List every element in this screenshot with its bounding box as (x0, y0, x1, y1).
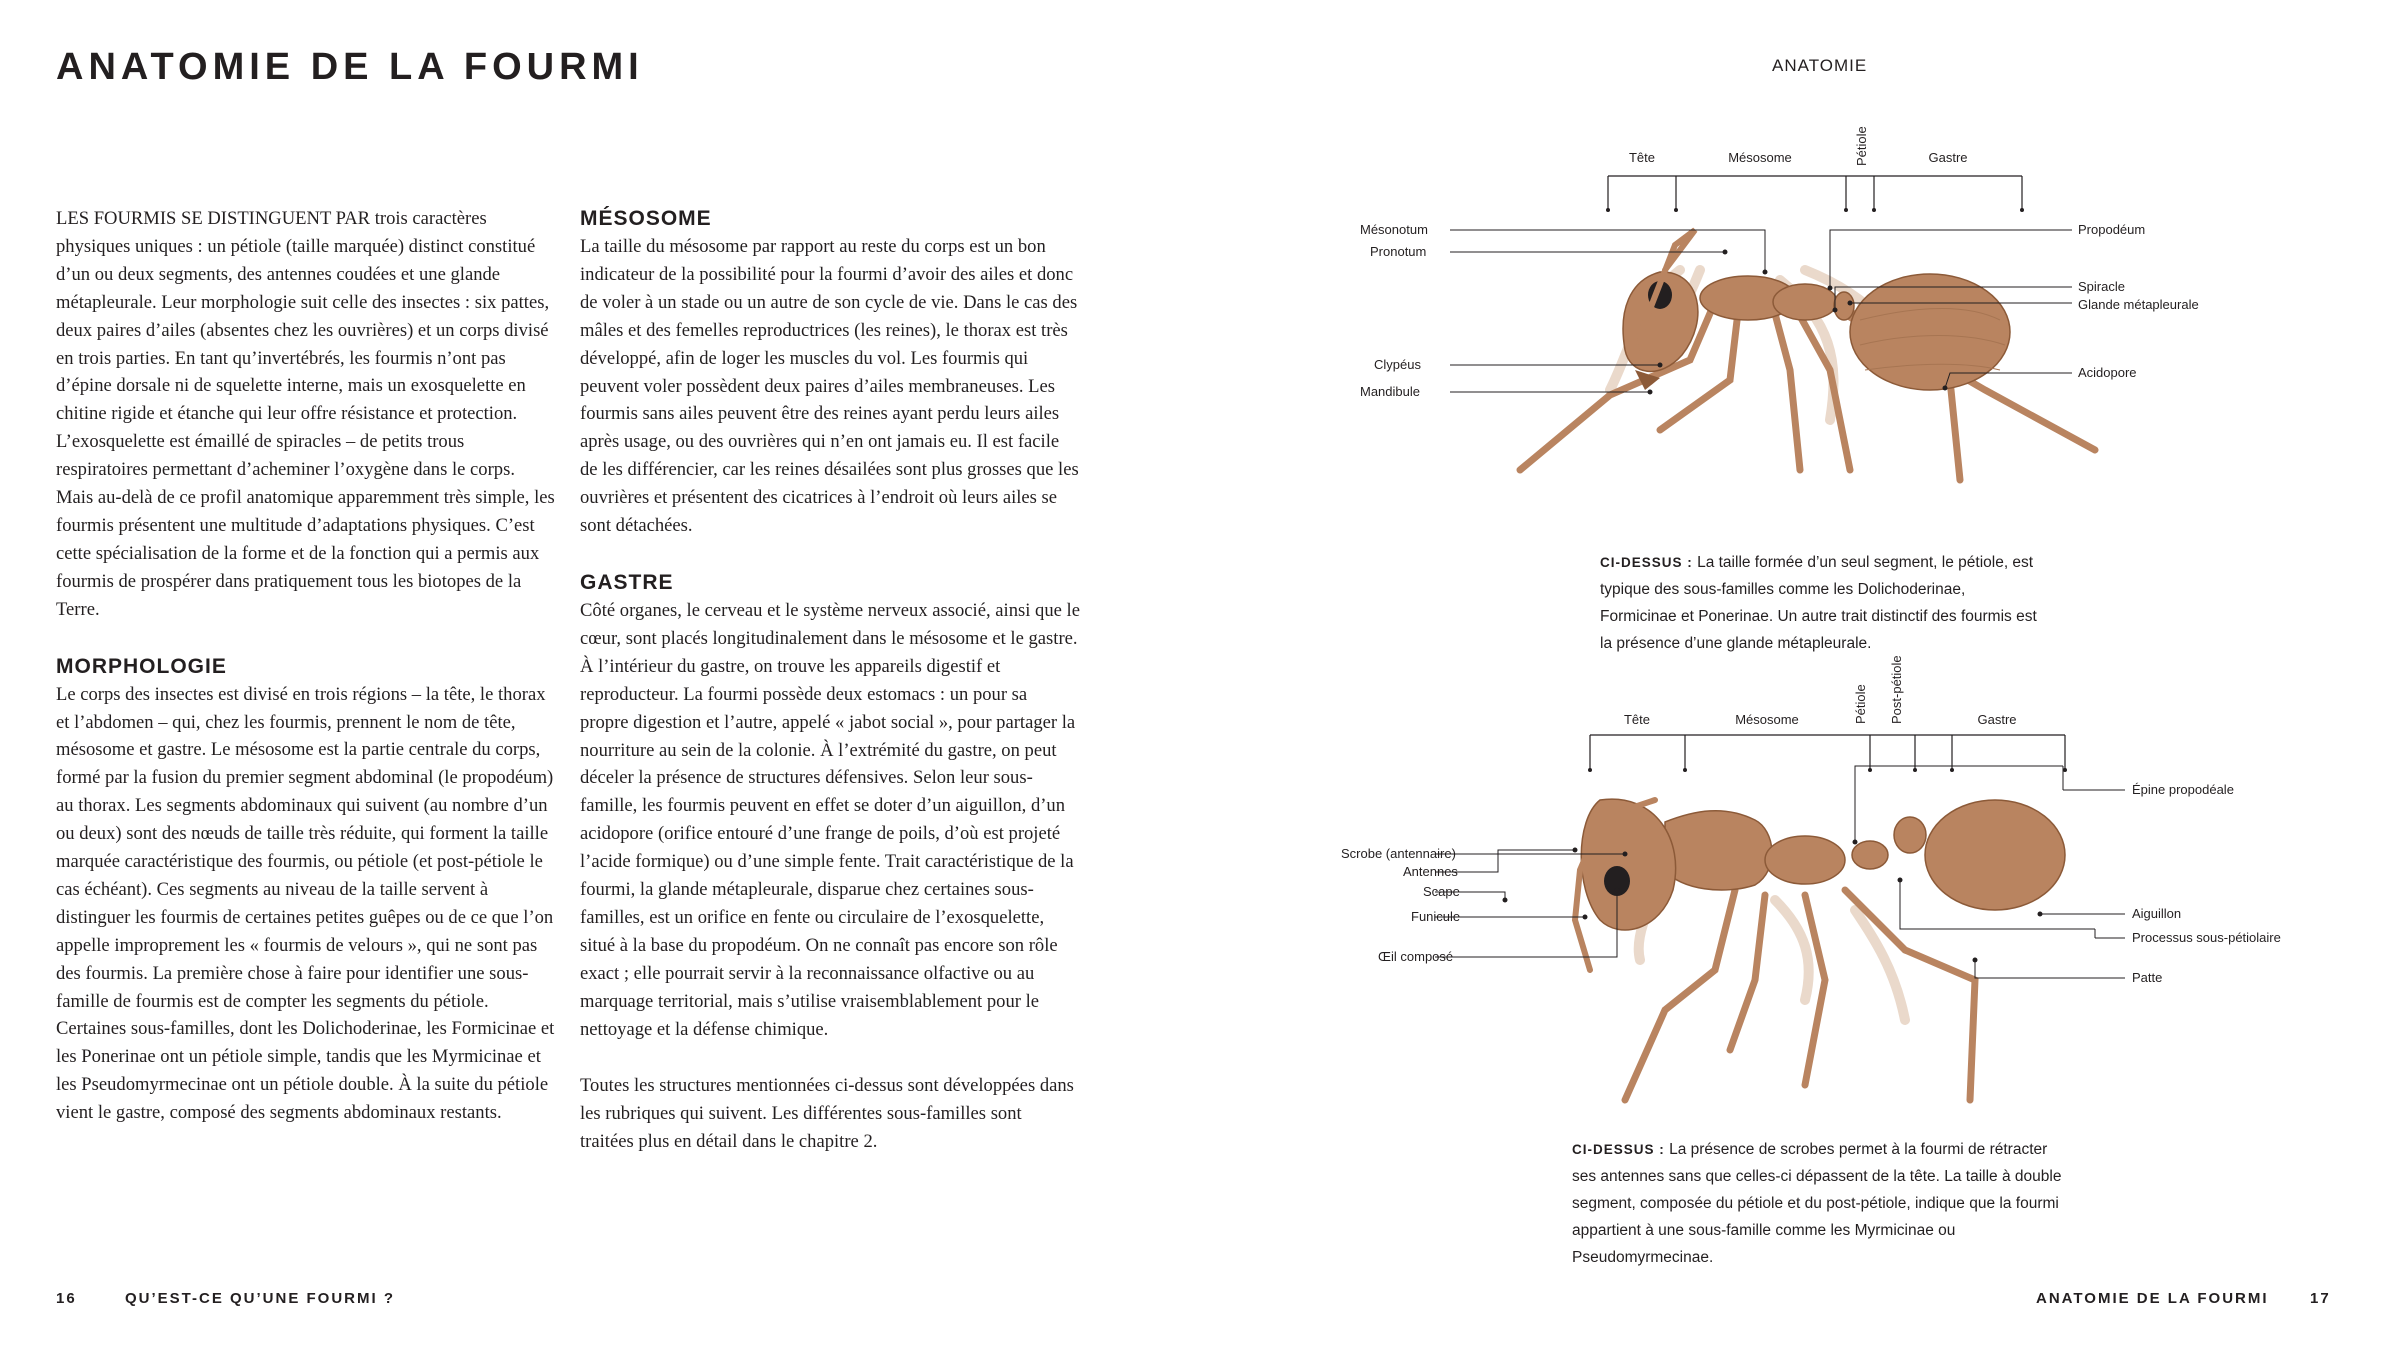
label-patte: Patte (2132, 970, 2163, 985)
label-mandibule: Mandibule (1360, 384, 1420, 399)
figure-2-caption-text: La présence de scrobes permet à la fourmi de rétracter ses antennes sans que celles-ci dépassent de la tête. La taille à double segment, composée du pétiole et du post-pétiole, indique que la fourmi appartient à une sous-famille comme les Myrmicinae ou Pseudomyrmecinae. (1572, 1141, 2062, 1266)
label-mesonotum: Mésonotum (1360, 222, 1428, 237)
running-head: ANATOMIE (1772, 56, 1868, 75)
label-propodeum: Propodéum (2078, 222, 2146, 237)
label-scrobe: Scrobe (antennaire) (1341, 846, 1456, 861)
mesosome-heading: MÉSOSOME (580, 207, 712, 230)
middle-column (580, 205, 1080, 1156)
gastre-paragraph: Côté organes, le cerveau et le système nerveux associé, ainsi que le cœur, sont placés longitudinalement dans le mésosome et le gastre. À l’intérieur du gastre, on trouve les appareils digestif et reproducteur. La fourmi possède deux estomacs : un pour sa propre digestion et l’autre, appelé « jabot social », pour partager la nourriture au sein de la colonie. À l’extrémité du gastre, on peut déceler la présence de structures défensives. Selon leur sous-famille, les fourmis peuvent en effet se doter d’un aiguillon, d’un acidopore (orifice entouré d’une frange de poils, d’où est projeté l’acide formique) ou d’une simple fente. Trait caractéristique de la fourmi, la glande métapleurale, disparue chez certaines sous-familles, est un orifice en fente ou circulaire de l’exosquelette, situé à la base du propodéum. On ne connaît pas encore son rôle exact ; elle pourrait servir à la reconnaissance olfactive ou au marquage territorial, mais s’utilise vraisemblablement pour le nettoyage et la défense chimique. (580, 599, 1080, 1040)
gastre-heading: GASTRE (580, 570, 674, 594)
label-oeil: Œil composé (1378, 949, 1454, 964)
figure-1-caption-lead: CI-DESSUS : (1600, 555, 1693, 570)
label-tete-2: Tête (1623, 712, 1651, 727)
label-spiracle: Spiracle (2078, 279, 2125, 294)
left-column (56, 205, 556, 1127)
label-glande: Glande métapleurale (2078, 297, 2199, 312)
morphologie-paragraph: Le corps des insectes est divisé en trois régions – la tête, le thorax et l’abdomen – qui, chez les fourmis, prennent le nom de tête, mésosome et gastre. Le mésosome est la partie centrale du corps, formé par la fusion du premier segment abdominal (le propodéum) au thorax. Les segments abdominaux qui suivent (au nombre d’un ou deux) sont des nœuds de taille très réduite, qui forment la taille marquée caractéristique des fourmis, ou pétiole (et post-pétiole le cas échéant). Ces segments au niveau de la taille servent à distinguer les fourmis de certaines petites guêpes ou de ce que l’on appelle improprement les « fourmis de velours », qui ne sont pas des fourmis. La première chose à faire pour identifier une sous-famille de fourmis est de compter les segments du pétiole. Certaines sous-familles, dont les Dolichoderinae, les Formicinae et les Ponerinae ont un pétiole simple, tandis que les Myrmicinae et les Pseudomyrmecinae ont un pétiole double. À la suite du pétiole vient le gastre, composé des segments abdominaux restants. (56, 683, 555, 1124)
footer-left-page-number: 16 (56, 1290, 77, 1307)
label-aiguillon: Aiguillon (2132, 906, 2182, 921)
label-pronotum: Pronotum (1370, 244, 1427, 259)
closing-paragraph: Toutes les structures mentionnées ci-dessus sont développées dans les rubriques qui suivent. Les différentes sous-familles sont traitées plus en détail dans le chapitre 2. (580, 1075, 1074, 1153)
footer-right-page-number: 17 (2310, 1290, 2331, 1307)
figure-1-caption-text: La taille formée d’un seul segment, le pétiole, est typique des sous-familles comme les Dolichoderinae, Formicinae et Ponerinae. Un autre trait distinctif des fourmis est la présence d’une glande métapleurale. (1600, 554, 2037, 652)
label-mesosome-1: Mésosome (1728, 150, 1792, 165)
label-funicule: Funicule (1411, 909, 1461, 924)
label-petiole-1: Pétiole (1854, 126, 1869, 166)
label-gastre-2: Gastre (1977, 712, 2017, 727)
intro-paragraph: LES FOURMIS SE DISTINGUENT PAR trois caractères physiques uniques : un pétiole (taille marquée) distinct constitué d’un ou deux segments, des antennes coudées et une glande métapleurale. Leur morphologie suit celle des insectes : six pattes, deux paires d’ailes (absentes chez les ouvrières) et un corps divisé en trois parties. En tant qu’invertébrés, les fourmis n’ont pas d’épine dorsale ni de squelette interne, mais un exosquelette en chitine rigide et étanche qui leur offre résistance et protection. L’exosquelette est émaillé de spiracles – de petits trous respiratoires permettant d’acheminer l’oxygène dans le corps. Mais au-delà de ce profil anatomique apparemment très simple, les fourmis présentent une multitude d’adaptations physiques. C’est cette spécialisation de la forme et de la fonction qui a permis aux fourmis de prospérer dans pratiquement tous les biotopes de la Terre. (56, 208, 555, 620)
label-tete-1: Tête (1628, 150, 1656, 165)
label-gastre-1: Gastre (1928, 150, 1968, 165)
figure-2-caption-lead: CI-DESSUS : (1572, 1142, 1665, 1157)
label-acidopore: Acidopore (2078, 365, 2137, 380)
label-petiole-2: Pétiole (1853, 684, 1868, 724)
morphologie-heading: MORPHOLOGIE (56, 654, 227, 678)
figure-2-caption (1572, 1136, 2062, 1271)
label-antennes: Antennes (1403, 864, 1458, 879)
label-mesosome-2: Mésosome (1735, 712, 1799, 727)
figure-2-ant-diagram (1335, 655, 2295, 1120)
label-processus: Processus sous-pétiolaire (2132, 930, 2281, 945)
label-epine: Épine propodéale (2132, 782, 2234, 797)
label-clypeus: Clypéus (1374, 357, 1421, 372)
label-postpetiole: Post-pétiole (1889, 655, 1904, 724)
footer-left-title: QU’EST-CE QU’UNE FOURMI ? (125, 1290, 396, 1307)
page-title: ANATOMIE DE LA FOURMI (56, 46, 644, 88)
figure-1-caption (1600, 549, 2040, 657)
footer-right-title: ANATOMIE DE LA FOURMI (2036, 1290, 2269, 1307)
figure-1-ant-diagram (1360, 120, 2199, 540)
label-scape: Scape (1423, 884, 1460, 899)
mesosome-paragraph: La taille du mésosome par rapport au reste du corps est un bon indicateur de la possibilité pour la fourmi d’avoir des ailes et donc de voler à un stade ou un autre de son cycle de vie. Dans le cas des mâles et des femelles reproductrices (les reines), le thorax est très développé, afin de loger les muscles du vol. Les fourmis qui peuvent voler possèdent deux paires d’ailes membraneuses. Les fourmis sans ailes peuvent être des reines ayant perdu leurs ailes après usage, ou des ouvrières qui n’en ont jamais eu. Il est facile de les différencier, car les reines désailées sont plus grosses que les ouvrières et présentent des cicatrices à l’endroit où leurs ailes se sont détachées. (580, 236, 1079, 537)
